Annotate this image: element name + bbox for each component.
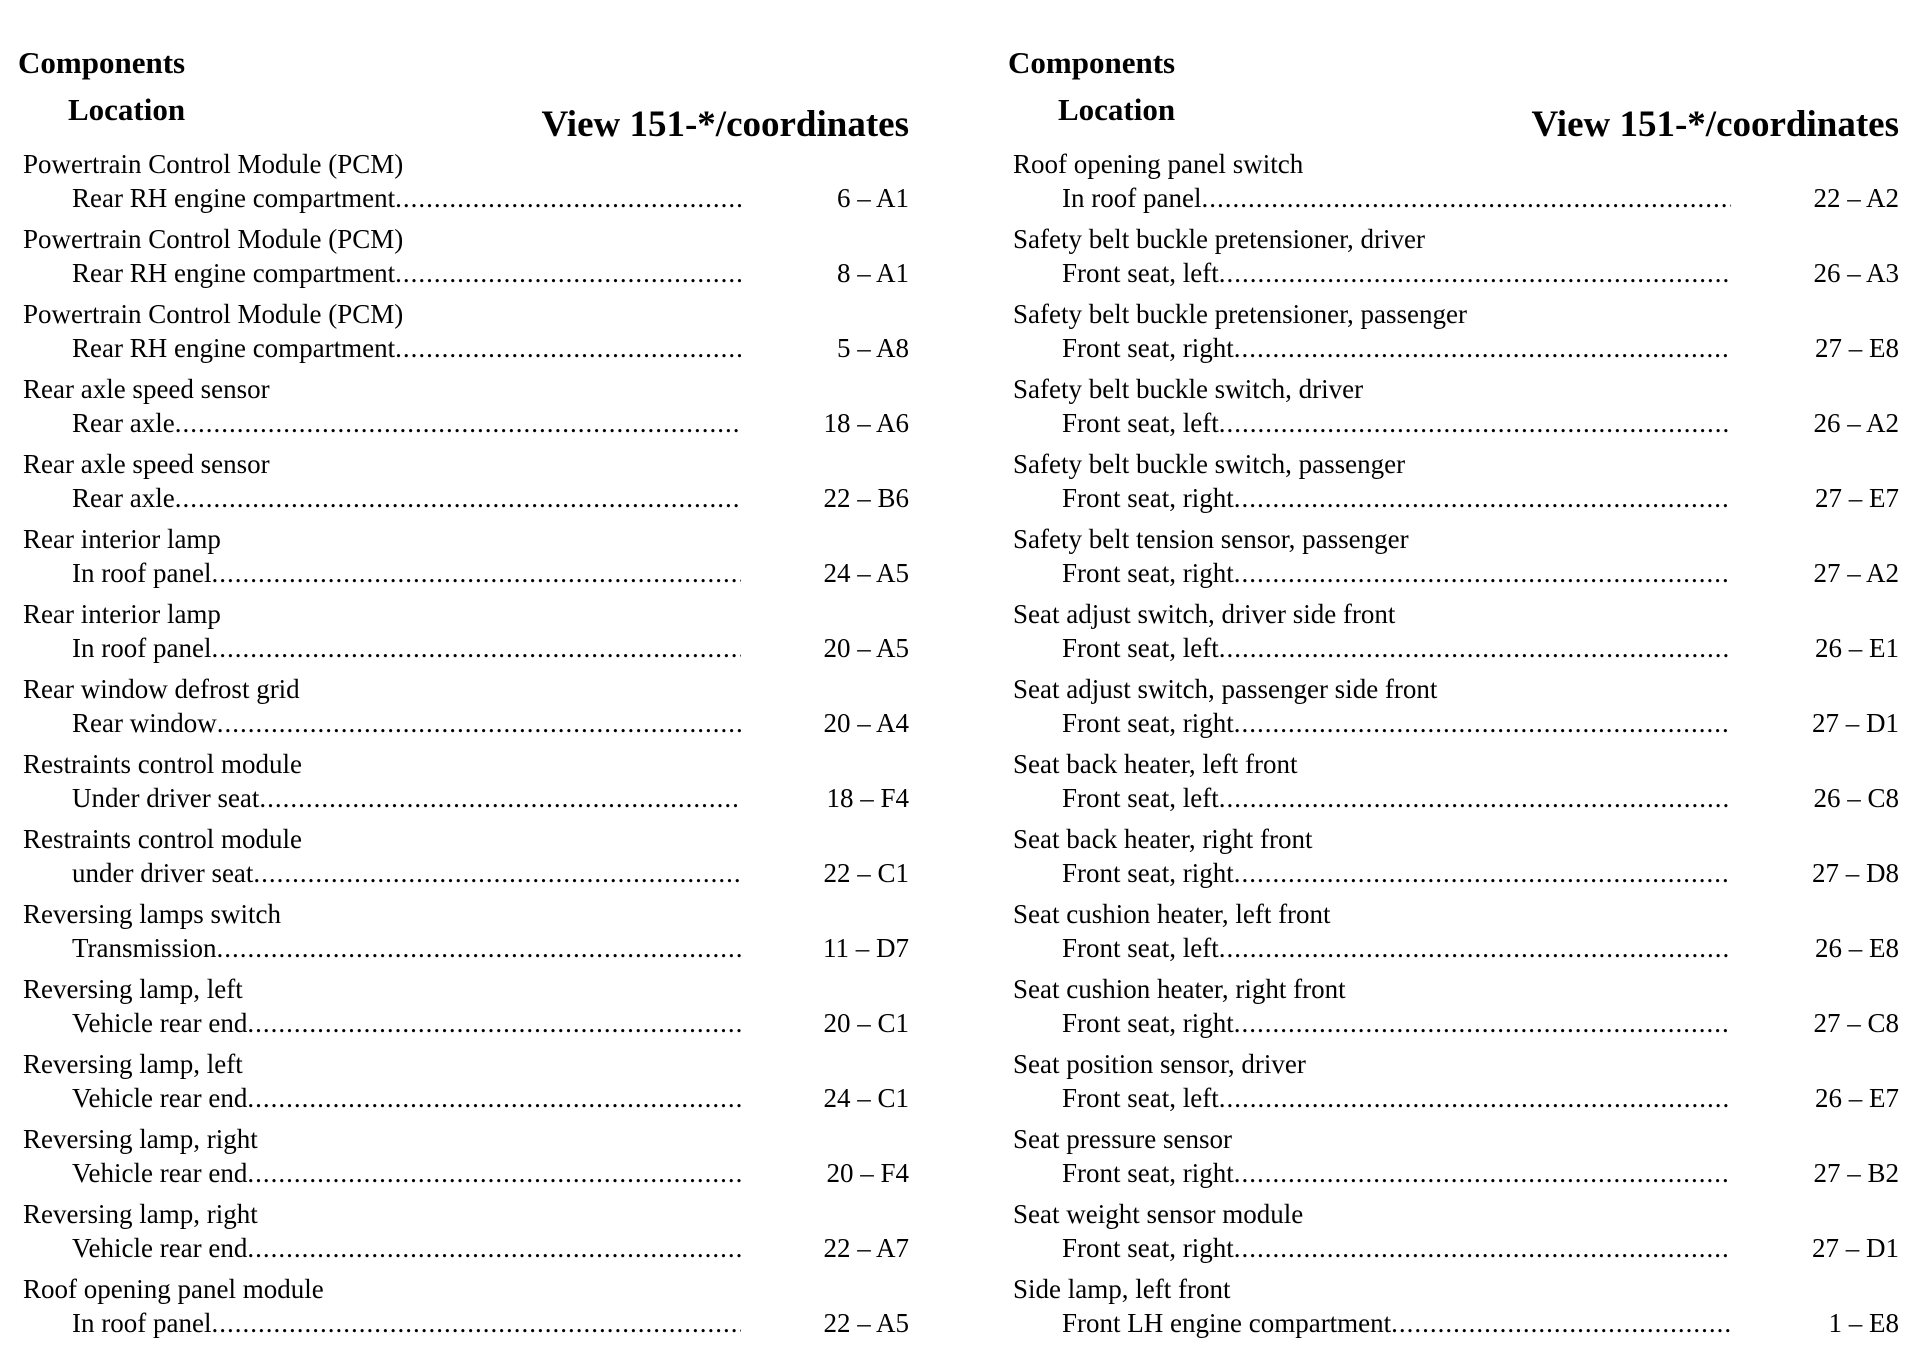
component-detail-row: [1008, 931, 1899, 965]
section-title: Components: [1008, 45, 1176, 80]
left-column: [18, 44, 909, 1348]
component-detail-row: [1008, 781, 1899, 815]
component-name: Reversing lamp, right: [23, 1124, 258, 1154]
component-location: Front seat, left: [1062, 258, 1219, 288]
component-entry: [1008, 1198, 1899, 1273]
component-location: under driver seat: [72, 858, 254, 888]
dot-leader: [211, 631, 741, 665]
component-name: Seat adjust switch, driver side front: [1013, 599, 1396, 629]
component-name: Seat adjust switch, passenger side front: [1013, 674, 1438, 704]
dot-leader: [175, 406, 741, 440]
dot-leader: [1391, 1306, 1731, 1340]
component-coordinates: 5 – A8: [836, 333, 909, 363]
component-entry: [18, 1198, 909, 1273]
component-detail-row: [1008, 1156, 1899, 1190]
component-entry: [1008, 1273, 1899, 1348]
dot-leader: [1234, 1231, 1731, 1265]
component-name: Seat back heater, left front: [1013, 749, 1298, 779]
component-location: Vehicle rear end: [72, 1083, 248, 1113]
component-location: Vehicle rear end: [72, 1233, 248, 1263]
component-coordinates: 24 – C1: [823, 1083, 909, 1113]
component-entry: [18, 673, 909, 748]
component-detail-row: [18, 631, 909, 665]
dot-leader: [247, 1156, 741, 1190]
dot-leader: [247, 1006, 741, 1040]
dot-leader: [217, 931, 741, 965]
component-name: Rear window defrost grid: [23, 674, 300, 704]
component-name: Safety belt tension sensor, passenger: [1013, 524, 1409, 554]
component-coordinates: 26 – E7: [1815, 1083, 1899, 1113]
component-detail-row: [18, 1306, 909, 1340]
component-location: Rear RH engine compartment: [72, 183, 396, 213]
component-entry: [1008, 898, 1899, 973]
component-name: Roof opening panel module: [23, 1274, 324, 1304]
component-coordinates: 26 – A2: [1813, 408, 1899, 438]
component-location: Vehicle rear end: [72, 1008, 248, 1038]
component-name: Seat position sensor, driver: [1013, 1049, 1306, 1079]
component-entry: [18, 448, 909, 523]
component-location: In roof panel: [72, 633, 212, 663]
dot-leader: [1234, 1006, 1731, 1040]
dot-leader: [247, 1231, 741, 1265]
component-location: Transmission: [72, 933, 217, 963]
dot-leader: [1219, 1081, 1731, 1115]
component-name: Safety belt buckle pretensioner, passenger: [1013, 299, 1468, 329]
dot-leader: [1234, 706, 1731, 740]
component-location: Rear window: [72, 708, 217, 738]
section-title: Components: [18, 45, 186, 80]
dot-leader: [1234, 856, 1731, 890]
component-entry: [1008, 823, 1899, 898]
dot-leader: [395, 256, 741, 290]
component-name: Powertrain Control Module (PCM): [23, 299, 404, 329]
component-entry: [1008, 373, 1899, 448]
component-detail-row: [18, 931, 909, 965]
dot-leader: [211, 556, 741, 590]
dot-leader: [1219, 931, 1731, 965]
component-coordinates: 26 – E1: [1815, 633, 1899, 663]
component-entry: [18, 823, 909, 898]
component-coordinates: 22 – A2: [1813, 183, 1899, 213]
component-coordinates: 20 – A4: [823, 708, 909, 738]
column-header: [18, 92, 909, 148]
dot-leader: [1219, 256, 1731, 290]
component-detail-row: [18, 556, 909, 590]
component-entry: [18, 748, 909, 823]
component-name: Rear axle speed sensor: [23, 374, 270, 404]
component-coordinates: 11 – D7: [823, 933, 909, 963]
component-coordinates: 22 – C1: [823, 858, 909, 888]
component-name: Reversing lamp, left: [23, 1049, 243, 1079]
component-detail-row: [1008, 706, 1899, 740]
component-name: Roof opening panel switch: [1013, 149, 1304, 179]
component-entry: [18, 898, 909, 973]
component-name: Seat back heater, right front: [1013, 824, 1313, 854]
component-detail-row: [18, 256, 909, 290]
component-name: Restraints control module: [23, 824, 302, 854]
component-detail-row: [1008, 256, 1899, 290]
component-name: Restraints control module: [23, 749, 302, 779]
component-coordinates: 22 – A5: [823, 1308, 909, 1338]
component-location: Vehicle rear end: [72, 1158, 248, 1188]
component-entry: [1008, 298, 1899, 373]
component-coordinates: 22 – B6: [823, 483, 909, 513]
dot-leader: [253, 856, 741, 890]
component-name: Rear interior lamp: [23, 599, 221, 629]
dot-leader: [247, 1081, 741, 1115]
component-name: Seat cushion heater, right front: [1013, 974, 1346, 1004]
component-coordinates: 6 – A1: [836, 183, 909, 213]
dot-leader: [1234, 556, 1731, 590]
component-detail-row: [18, 481, 909, 515]
component-detail-row: [1008, 481, 1899, 515]
component-detail-row: [1008, 1006, 1899, 1040]
component-detail-row: [18, 406, 909, 440]
component-location: Rear axle: [72, 483, 175, 513]
component-entry: [1008, 223, 1899, 298]
component-name: Seat pressure sensor: [1013, 1124, 1232, 1154]
component-detail-row: [1008, 856, 1899, 890]
component-entry: [18, 1273, 909, 1348]
component-name: Rear axle speed sensor: [23, 449, 270, 479]
component-coordinates: 24 – A5: [823, 558, 909, 588]
component-coordinates: 18 – F4: [826, 783, 909, 813]
component-coordinates: 20 – C1: [823, 1008, 909, 1038]
component-detail-row: [18, 706, 909, 740]
component-entry: [18, 1048, 909, 1123]
component-location: Front seat, left: [1062, 633, 1219, 663]
dot-leader: [1234, 331, 1731, 365]
dot-leader: [1234, 1156, 1731, 1190]
dot-leader: [259, 781, 741, 815]
component-detail-row: [18, 1081, 909, 1115]
component-location: In roof panel: [72, 558, 212, 588]
component-entry: [1008, 1123, 1899, 1198]
component-entry: [1008, 148, 1899, 223]
component-coordinates: 27 – A2: [1813, 558, 1899, 588]
component-coordinates: 1 – E8: [1828, 1308, 1899, 1338]
component-name: Safety belt buckle switch, passenger: [1013, 449, 1406, 479]
component-name: Seat cushion heater, left front: [1013, 899, 1331, 929]
component-location: Under driver seat: [72, 783, 260, 813]
component-name: Powertrain Control Module (PCM): [23, 224, 404, 254]
component-name: Powertrain Control Module (PCM): [23, 149, 404, 179]
component-entry: [18, 148, 909, 223]
entry-list: [18, 148, 909, 1348]
component-coordinates: 27 – E7: [1815, 483, 1899, 513]
component-name: Reversing lamp, right: [23, 1199, 258, 1229]
dot-leader: [395, 181, 741, 215]
component-name: Safety belt buckle pretensioner, driver: [1013, 224, 1426, 254]
dot-leader: [1219, 631, 1731, 665]
component-detail-row: [1008, 631, 1899, 665]
component-location: Rear RH engine compartment: [72, 258, 396, 288]
component-detail-row: [18, 1006, 909, 1040]
component-location: Front seat, left: [1062, 783, 1219, 813]
component-coordinates: 8 – A1: [836, 258, 909, 288]
dot-leader: [1219, 406, 1731, 440]
component-detail-row: [18, 1231, 909, 1265]
component-location: Front seat, right: [1062, 558, 1234, 588]
component-entry: [18, 598, 909, 673]
component-entry: [1008, 973, 1899, 1048]
component-detail-row: [1008, 181, 1899, 215]
component-name: Reversing lamp, left: [23, 974, 243, 1004]
component-coordinates: 26 – C8: [1813, 783, 1899, 813]
component-entry: [18, 1123, 909, 1198]
component-coordinates: 20 – A5: [823, 633, 909, 663]
component-name: Reversing lamps switch: [23, 899, 281, 929]
component-detail-row: [1008, 556, 1899, 590]
component-detail-row: [1008, 406, 1899, 440]
right-column: [1008, 44, 1899, 1348]
component-location: In roof panel: [1062, 183, 1202, 213]
component-detail-row: [18, 781, 909, 815]
component-coordinates: 26 – A3: [1813, 258, 1899, 288]
component-entry: [18, 373, 909, 448]
dot-leader: [211, 1306, 741, 1340]
component-detail-row: [1008, 1081, 1899, 1115]
dot-leader: [217, 706, 741, 740]
component-location: Front LH engine compartment: [1062, 1308, 1392, 1338]
component-detail-row: [1008, 1231, 1899, 1265]
component-location: Front seat, right: [1062, 1233, 1234, 1263]
dot-leader: [1234, 481, 1731, 515]
component-entry: [1008, 598, 1899, 673]
component-location: Rear axle: [72, 408, 175, 438]
dot-leader: [395, 331, 741, 365]
dot-leader: [1201, 181, 1731, 215]
component-coordinates: 22 – A7: [823, 1233, 909, 1263]
component-name: Seat weight sensor module: [1013, 1199, 1304, 1229]
component-entry: [18, 223, 909, 298]
component-coordinates: 27 – D1: [1812, 1233, 1899, 1263]
component-coordinates: 27 – C8: [1813, 1008, 1899, 1038]
component-coordinates: 27 – D8: [1812, 858, 1899, 888]
component-location: Front seat, right: [1062, 483, 1234, 513]
component-name: Safety belt buckle switch, driver: [1013, 374, 1364, 404]
coordinates-header: View 151-*/coordinates: [541, 104, 909, 145]
component-entry: [18, 298, 909, 373]
component-detail-row: [18, 856, 909, 890]
component-coordinates: 27 – D1: [1812, 708, 1899, 738]
component-location: Rear RH engine compartment: [72, 333, 396, 363]
column-header: [1008, 92, 1899, 148]
dot-leader: [175, 481, 741, 515]
component-entry: [18, 523, 909, 598]
component-detail-row: [18, 331, 909, 365]
component-coordinates: 27 – E8: [1815, 333, 1899, 363]
component-location: Front seat, left: [1062, 1083, 1219, 1113]
entry-list: [1008, 148, 1899, 1348]
component-entry: [1008, 448, 1899, 523]
dot-leader: [1219, 781, 1731, 815]
component-name: Side lamp, left front: [1013, 1274, 1231, 1304]
component-coordinates: 26 – E8: [1815, 933, 1899, 963]
component-coordinates: 27 – B2: [1813, 1158, 1899, 1188]
component-location: Front seat, left: [1062, 408, 1219, 438]
component-name: Rear interior lamp: [23, 524, 221, 554]
component-location: Front seat, left: [1062, 933, 1219, 963]
component-entry: [1008, 1048, 1899, 1123]
component-location: Front seat, right: [1062, 708, 1234, 738]
component-detail-row: [1008, 331, 1899, 365]
component-entry: [1008, 748, 1899, 823]
component-entry: [18, 973, 909, 1048]
component-entry: [1008, 523, 1899, 598]
component-location: Front seat, right: [1062, 858, 1234, 888]
location-header: Location: [1058, 92, 1176, 127]
location-header: Location: [68, 92, 186, 127]
component-detail-row: [1008, 1306, 1899, 1340]
component-coordinates: 20 – F4: [826, 1158, 909, 1188]
component-coordinates: 18 – A6: [823, 408, 909, 438]
coordinates-header: View 151-*/coordinates: [1531, 104, 1899, 145]
component-location: Front seat, right: [1062, 333, 1234, 363]
component-location: Front seat, right: [1062, 1008, 1234, 1038]
component-location: Front seat, right: [1062, 1158, 1234, 1188]
component-detail-row: [18, 181, 909, 215]
component-entry: [1008, 673, 1899, 748]
component-location: In roof panel: [72, 1308, 212, 1338]
component-detail-row: [18, 1156, 909, 1190]
